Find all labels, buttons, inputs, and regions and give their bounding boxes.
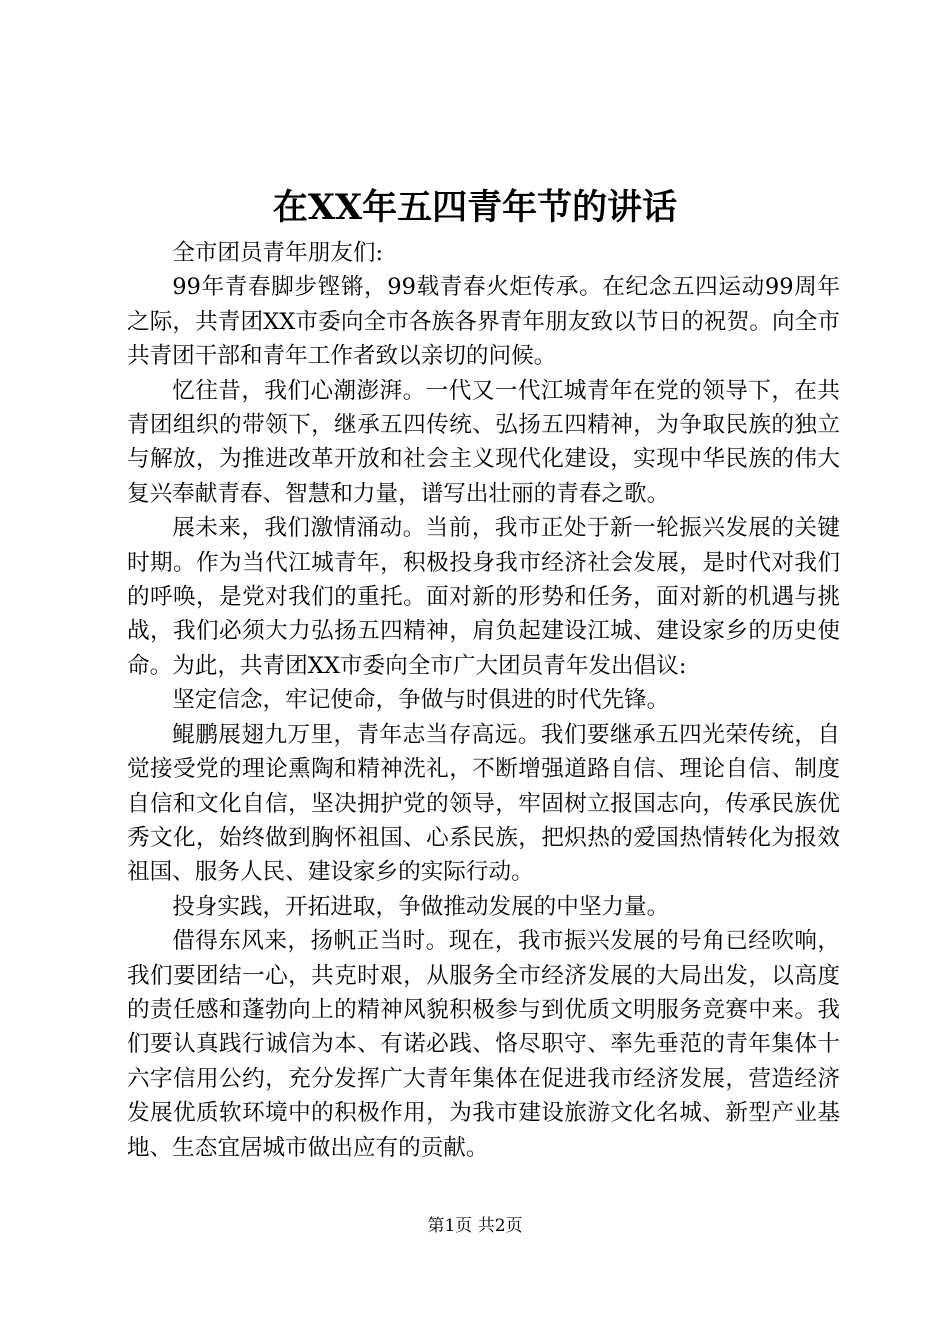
salutation: 全市团员青年朋友们: xyxy=(172,240,384,266)
paragraph: 鲲鹏展翅九万里，青年志当存高远。我们要继承五四光荣传统，自觉接受党的理论熏陶和精神洗礼，不断增强道路自信、理论自信、制度自信和文化自信，坚决拥护党的领导，牢固树立报国志向，传承民族优秀文化，始终做到胸怀祖国、心系民族，把炽热的爱国热情转化为报效祖国、服务人民、建设家乡的实际行动。 xyxy=(127,721,840,886)
document-body xyxy=(127,236,840,1165)
paragraph: 借得东风来，扬帆正当时。现在，我市振兴发展的号角已经吹响，我们要团结一心，共克时艰，从服务全市经济发展的大局出发，以高度的责任感和蓬勃向上的精神风貌积极参与到优质文明服务竞赛中来。我们要认真践行诚信为本、有诺必践、恪尽职守、率先垂范的青年集体十六字信用公约，充分发挥广大青年集体在促进我市经济发展，营造经济发展优质软环境中的积极作用，为我市建设旅游文化名城、新型产业基地、生态宜居城市做出应有的贡献。 xyxy=(127,928,840,1161)
paragraph-heading: 投身实践，开拓进取，争做推动发展的中坚力量。 xyxy=(172,893,670,920)
paragraph-heading: 坚定信念，牢记使命，争做与时俱进的时代先锋。 xyxy=(172,687,670,714)
paragraph: 展未来，我们激情涌动。当前，我市正处于新一轮振兴发展的关键时期。作为当代江城青年，积极投身我市经济社会发展，是时代对我们的呼唤，是党对我们的重托。面对新的形势和任务，面对新的机遇与挑战，我们必须大力弘扬五四精神，肩负起建设江城、建设家乡的历史使命。为此，共青团XX市委向全市广大团员青年发出倡议: xyxy=(127,515,840,679)
paragraph: 忆往昔，我们心潮澎湃。一代又一代江城青年在党的领导下，在共青团组织的带领下，继承五四传统、弘扬五四精神，为争取民族的独立与解放，为推进改革开放和社会主义现代化建设，实现中华民族的伟大复兴奉献青春、智慧和力量，谱写出壮丽的青春之歌。 xyxy=(127,377,840,507)
document-title: 在XX年五四青年节的讲话 xyxy=(272,187,678,228)
page-number: 第1页 共2页 xyxy=(427,1216,523,1236)
paragraph: 99年青春脚步铿锵，99载青春火炬传承。在纪念五四运动99周年之际，共青团XX市委向全市各族各界青年朋友致以节日的祝贺。向全市共青团干部和青年工作者致以亲切的问候。 xyxy=(127,274,840,370)
